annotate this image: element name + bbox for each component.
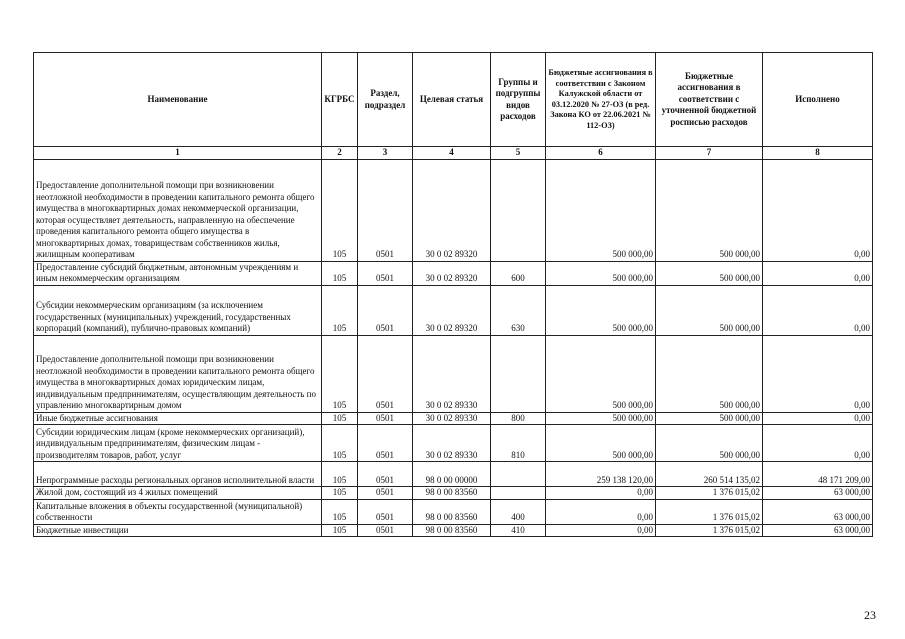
row-group: 600	[491, 261, 546, 285]
row-law-allocation: 500 000,00	[546, 412, 656, 425]
row-target: 30 0 02 89330	[413, 425, 491, 462]
header-name: Наименование	[34, 53, 322, 147]
column-number: 8	[763, 147, 873, 160]
table-row	[34, 524, 873, 537]
row-kgrbs: 105	[322, 285, 358, 335]
header-section: Раздел, подраздел	[358, 53, 413, 147]
row-refined-allocation: 500 000,00	[656, 425, 763, 462]
row-group: 630	[491, 285, 546, 335]
table-row	[34, 487, 873, 500]
header-target-article: Целевая статья	[413, 53, 491, 147]
row-section: 0501	[358, 412, 413, 425]
row-refined-allocation: 500 000,00	[656, 159, 763, 261]
row-name: Субсидии юридическим лицам (кроме некоммерческих организаций), индивидуальным предпринимателям, физическим лицам - производителям товаров, работ, услуг	[34, 425, 322, 462]
row-executed: 0,00	[763, 159, 873, 261]
row-name: Субсидии некоммерческим организациям (за исключением государственных (муниципальных) учреждений, государственных корпораций (компаний), публично-правовых компаний)	[34, 285, 322, 335]
row-refined-allocation: 500 000,00	[656, 335, 763, 412]
budget-table-container	[33, 52, 872, 537]
row-executed: 63 000,00	[763, 524, 873, 537]
row-section: 0501	[358, 462, 413, 487]
row-section: 0501	[358, 159, 413, 261]
row-refined-allocation: 260 514 135,02	[656, 462, 763, 487]
row-executed: 0,00	[763, 285, 873, 335]
header-kgrbs: КГРБС	[322, 53, 358, 147]
column-number: 4	[413, 147, 491, 160]
row-kgrbs: 105	[322, 425, 358, 462]
header-law-allocation: Бюджетные ассигнования в соответствии с Законом Калужской области от 03.12.2020 № 27-ОЗ (в ред. Закона КО от 22.06.2021 № 112-ОЗ)	[546, 53, 656, 147]
row-group	[491, 335, 546, 412]
row-target: 98 0 00 83560	[413, 524, 491, 537]
row-section: 0501	[358, 487, 413, 500]
row-executed: 0,00	[763, 261, 873, 285]
row-section: 0501	[358, 261, 413, 285]
row-name: Бюджетные инвестиции	[34, 524, 322, 537]
row-target: 30 0 02 89330	[413, 335, 491, 412]
row-target: 30 0 02 89320	[413, 159, 491, 261]
page-number: 23	[864, 608, 876, 622]
column-number: 7	[656, 147, 763, 160]
row-section: 0501	[358, 425, 413, 462]
row-target: 30 0 02 89320	[413, 285, 491, 335]
row-refined-allocation: 1 376 015,02	[656, 487, 763, 500]
row-refined-allocation: 1 376 015,02	[656, 524, 763, 537]
header-refined-allocation: Бюджетные ассигнования в соответствии с уточненной бюджетной росписью расходов	[656, 53, 763, 147]
row-name: Предоставление субсидий бюджетным, автономным учреждениям и иным некоммерческим организациям	[34, 261, 322, 285]
row-executed: 63 000,00	[763, 487, 873, 500]
row-refined-allocation: 500 000,00	[656, 412, 763, 425]
row-section: 0501	[358, 335, 413, 412]
row-group	[491, 159, 546, 261]
row-law-allocation: 0,00	[546, 499, 656, 524]
budget-table	[33, 52, 873, 537]
row-group: 410	[491, 524, 546, 537]
row-executed: 0,00	[763, 412, 873, 425]
row-target: 98 0 00 83560	[413, 499, 491, 524]
row-law-allocation: 259 138 120,00	[546, 462, 656, 487]
row-name: Капитальные вложения в объекты государственной (муниципальной) собственности	[34, 499, 322, 524]
row-group: 800	[491, 412, 546, 425]
row-law-allocation: 0,00	[546, 487, 656, 500]
row-executed: 48 171 209,00	[763, 462, 873, 487]
column-number-row	[34, 147, 873, 160]
column-number: 2	[322, 147, 358, 160]
row-group	[491, 462, 546, 487]
table-row	[34, 285, 873, 335]
row-kgrbs: 105	[322, 462, 358, 487]
row-name: Жилой дом, состоящий из 4 жилых помещений	[34, 487, 322, 500]
row-executed: 63 000,00	[763, 499, 873, 524]
header-row	[34, 53, 873, 147]
header-expense-group: Группы и подгруппы видов расходов	[491, 53, 546, 147]
row-kgrbs: 105	[322, 261, 358, 285]
row-executed: 0,00	[763, 335, 873, 412]
row-group: 810	[491, 425, 546, 462]
table-row	[34, 425, 873, 462]
row-executed: 0,00	[763, 425, 873, 462]
row-name: Непрограммные расходы региональных органов исполнительной власти	[34, 462, 322, 487]
row-kgrbs: 105	[322, 335, 358, 412]
row-target: 30 0 02 89320	[413, 261, 491, 285]
row-target: 98 0 00 00000	[413, 462, 491, 487]
row-kgrbs: 105	[322, 412, 358, 425]
row-name: Предоставление дополнительной помощи при возникновении неотложной необходимости в проведении капитального ремонта общего имущества в многоквартирных домах некоммерческой организации, которая осуществляет деятельность, направленную на обеспечение проведения капитального ремонта общего имущества в многоквартирных домах, товариществам собственников жилья, жилищным кооперативам	[34, 159, 322, 261]
row-kgrbs: 105	[322, 499, 358, 524]
row-section: 0501	[358, 499, 413, 524]
row-name: Иные бюджетные ассигнования	[34, 412, 322, 425]
row-section: 0501	[358, 285, 413, 335]
column-number: 5	[491, 147, 546, 160]
row-refined-allocation: 500 000,00	[656, 261, 763, 285]
row-law-allocation: 500 000,00	[546, 285, 656, 335]
row-law-allocation: 500 000,00	[546, 261, 656, 285]
row-kgrbs: 105	[322, 524, 358, 537]
row-refined-allocation: 500 000,00	[656, 285, 763, 335]
table-row	[34, 462, 873, 487]
row-refined-allocation: 1 376 015,02	[656, 499, 763, 524]
row-law-allocation: 0,00	[546, 524, 656, 537]
table-row	[34, 412, 873, 425]
column-number: 6	[546, 147, 656, 160]
row-group	[491, 487, 546, 500]
column-number: 3	[358, 147, 413, 160]
row-name: Предоставление дополнительной помощи при возникновении неотложной необходимости в проведении капитального ремонта общего имущества в многоквартирных домах юридическим лицам, индивидуальным предпринимателям, осуществляющим деятельность по управлению многоквартирным домом	[34, 335, 322, 412]
table-row	[34, 499, 873, 524]
column-number: 1	[34, 147, 322, 160]
row-law-allocation: 500 000,00	[546, 425, 656, 462]
row-kgrbs: 105	[322, 487, 358, 500]
table-row	[34, 261, 873, 285]
row-law-allocation: 500 000,00	[546, 335, 656, 412]
row-section: 0501	[358, 524, 413, 537]
row-law-allocation: 500 000,00	[546, 159, 656, 261]
table-row	[34, 335, 873, 412]
row-kgrbs: 105	[322, 159, 358, 261]
row-target: 30 0 02 89330	[413, 412, 491, 425]
row-group: 400	[491, 499, 546, 524]
row-target: 98 0 00 83560	[413, 487, 491, 500]
table-row	[34, 159, 873, 261]
header-executed: Исполнено	[763, 53, 873, 147]
